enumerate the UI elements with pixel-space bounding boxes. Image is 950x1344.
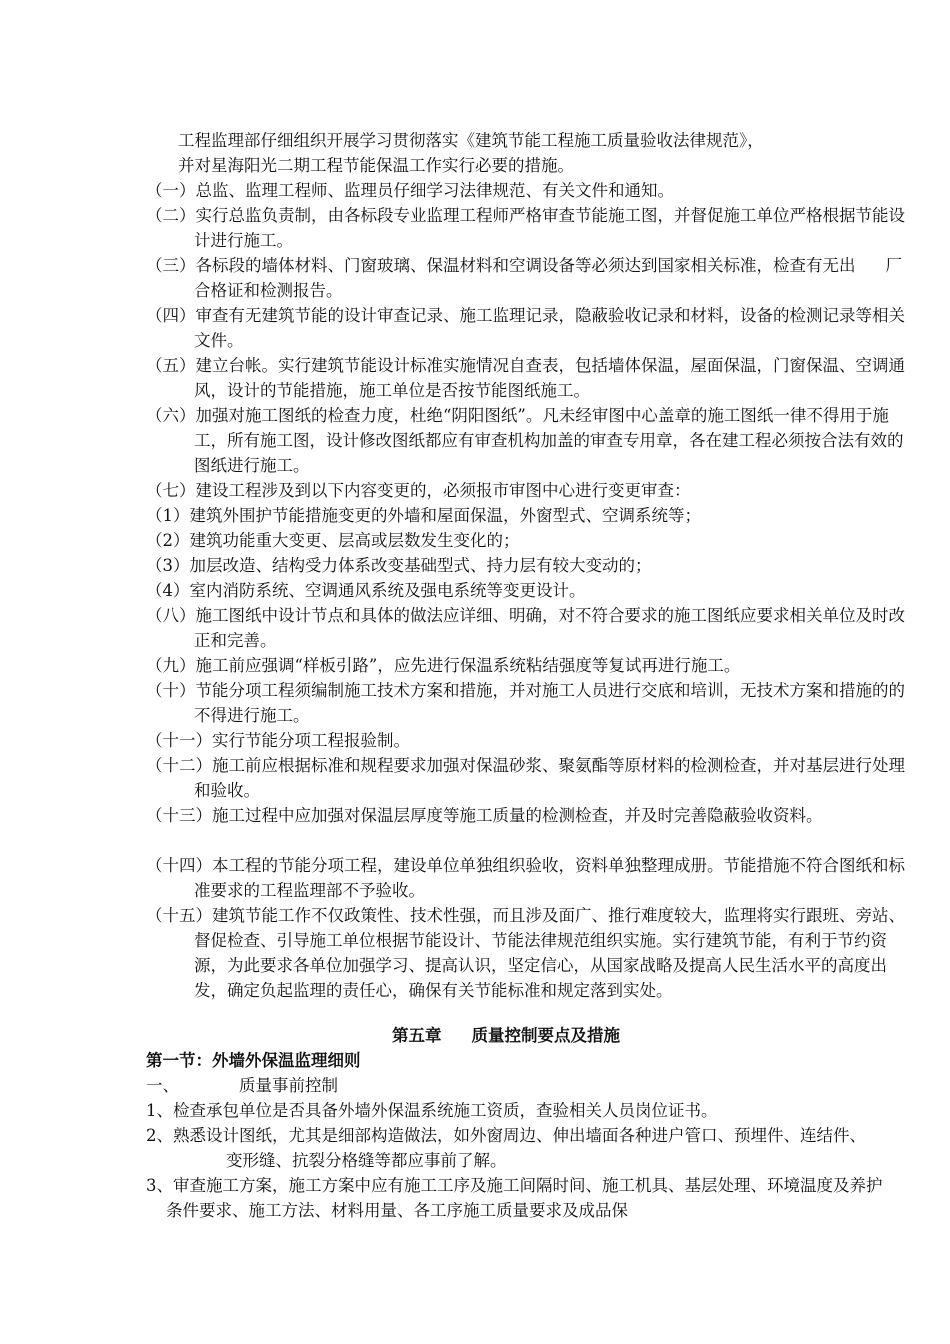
item-1: （一）总监、监理工程师、监理员仔细学习法律规范、有关文件和通知。: [146, 181, 674, 200]
item-9: （九）施工前应强调“样板引路”，应先进行保温系统粘结强度等复试再进行施工。: [146, 656, 741, 675]
item-5: （五）建立台帐。实行建筑节能设计标准实施情况自查表，包括墙体保温，屋面保温，门窗保温、空调通风，设计的节能措施，施工单位是否按节能图纸施工。: [146, 356, 905, 400]
intro-line-2: 并对星海阳光二期工程节能保温工作实行必要的措施。: [178, 156, 574, 175]
subitem-3: （3）加层改造、结构受力体系改变基础型式、持力层有较大变动的；: [146, 556, 652, 575]
intro-line-1: 工程监理部仔细组织开展学习贯彻落实《建筑节能工程施工质量验收法律规范》，: [178, 131, 764, 150]
section-heading: 第一节：外墙外保温监理细则: [146, 1051, 361, 1070]
step-1: 1、检查承包单位是否具备外墙外保温系统施工资质，查验相关人员岗位证书。: [146, 1101, 718, 1120]
item-11: （十一）实行节能分项工程报验制。: [146, 731, 410, 750]
item-2: （二）实行总监负责制，由各标段专业监理工程师严格审查节能施工图，并督促施工单位严格根据节能设计进行施工。: [146, 206, 905, 250]
item-6: （六）加强对施工图纸的检查力度，杜绝“阴阳图纸”。凡未经审图中心盖章的施工图纸一律不得用于施工，所有施工图，设计修改图纸都应有审查机构加盖的审查专用章，各在建工程必须按合法有效的图纸进行施工。: [146, 406, 904, 475]
part-heading: 一、 质量事前控制: [146, 1076, 338, 1095]
item-3: （三）各标段的墙体材料、门窗玻璃、保温材料和空调设备等必须达到国家相关标准，检查有无出 厂合格证和检测报告。: [146, 256, 902, 300]
item-14: （十四）本工程的节能分项工程，建设单位单独组织验收，资料单独整理成册。节能措施不符合图纸和标准要求的工程监理部不予验收。: [146, 856, 905, 900]
item-7: （七）建设工程涉及到以下内容变更的，必须报市审图中心进行变更审查：: [146, 481, 691, 500]
item-15: （十五）建筑节能工作不仅政策性、技术性强，而且涉及面广、推行难度较大，监理将实行跟班、旁站、督促检查、引导施工单位根据节能设计、节能法律规范组织实施。实行建筑节能，有利于节约资源，为此要求各单位加强学习、提高认识，坚定信心，从国家战略及提高人民生活水平的高度出发，确定负起监理的责任心，确保有关节能标准和规定落到实处。: [146, 906, 905, 1000]
intro-paragraph: [146, 128, 898, 178]
subitem-4: （4）室内消防系统、空调通风系统及强电系统等变更设计。: [146, 581, 586, 600]
step-2: 2、熟悉设计图纸，尤其是细部构造做法，如外窗周边、伸出墙面各种进户管口、预埋件、连结件、变形缝、抗裂分格缝等都应事前了解。: [146, 1126, 866, 1170]
subitem-2: （2）建筑功能重大变更、层高或层数发生变化的；: [146, 531, 520, 550]
item-4: （四）审查有无建筑节能的设计审查记录、施工监理记录，隐蔽验收记录和材料，设备的检测记录等相关文件。: [146, 306, 905, 350]
subitem-1: （1）建筑外围护节能措施变更的外墙和屋面保温，外窗型式、空调系统等；: [146, 506, 701, 525]
item-12: （十二）施工前应根据标准和规程要求加强对保温砂浆、聚氨酯等原材料的检测检查，并对基层进行处理和验收。: [146, 756, 905, 800]
item-8: （八）施工图纸中设计节点和具体的做法应详细、明确，对不符合要求的施工图纸应要求相关单位及时改正和完善。: [146, 606, 905, 650]
chapter-heading: 第五章 质量控制要点及措施: [392, 1026, 620, 1045]
item-13: （十三）施工过程中应加强对保温层厚度等施工质量的检测检查，并及时完善隐蔽验收资料。: [146, 806, 823, 825]
step-3: 3、审查施工方案，施工方案中应有施工工序及施工间隔时间、施工机具、基层处理、环境温度及养护条件要求、施工方法、材料用量、各工序施工质量要求及成品保: [146, 1176, 883, 1220]
item-10: （十）节能分项工程须编制施工技术方案和措施，并对施工人员进行交底和培训，无技术方案和措施的的不得进行施工。: [146, 681, 905, 725]
